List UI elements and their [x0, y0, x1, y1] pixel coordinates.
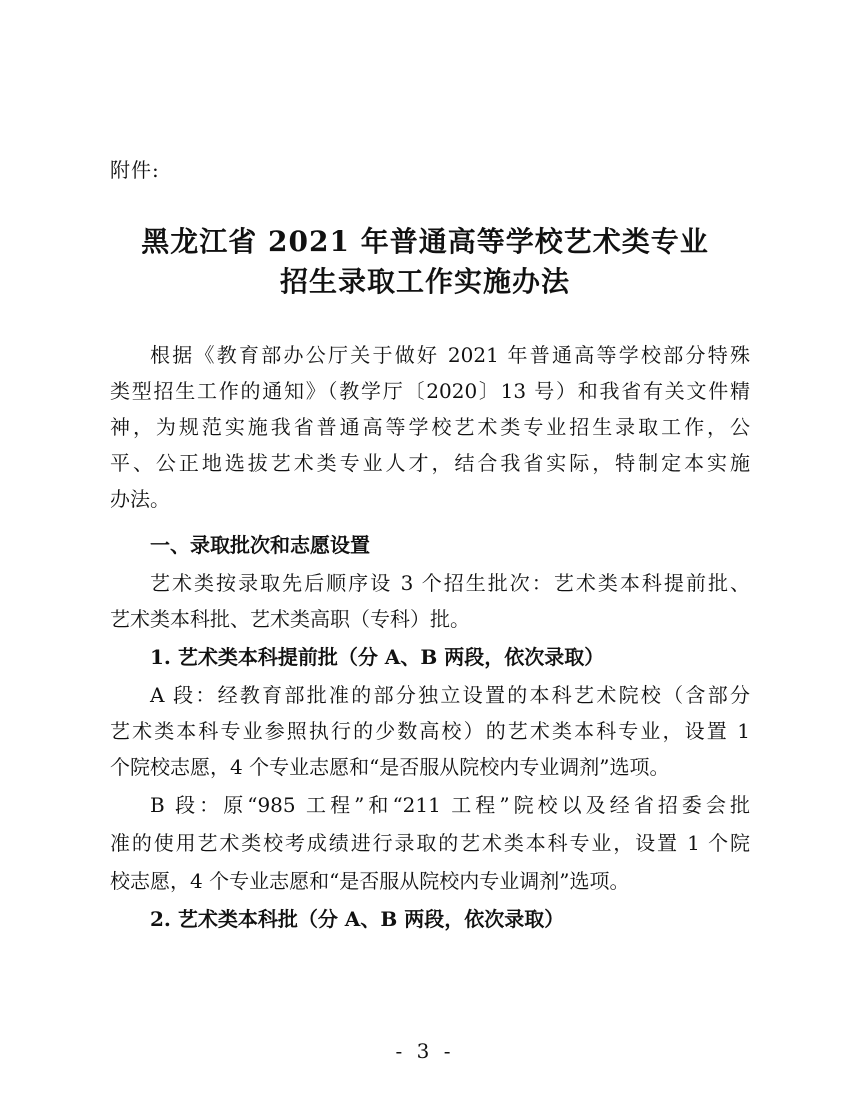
subheading-advance-batch: 1. 艺术类本科提前批（分 A、B 两段，依次录取）	[150, 645, 605, 669]
paragraph-line: 准的使用艺术类校考成绩进行录取的艺术类本科专业，设置 1 个院	[110, 831, 750, 855]
paragraph-line: 艺术类本科批、艺术类高职（专科）批。	[110, 607, 470, 631]
page-number: - 3 -	[395, 1039, 455, 1063]
paragraph-line: 个院校志愿，4 个专业志愿和“是否服从院校内专业调剂”选项。	[110, 755, 670, 779]
intro-line: 平、公正地选拔艺术类专业人才，结合我省实际，特制定本实施	[110, 451, 750, 475]
document-title-line-2: 招生录取工作实施办法	[279, 265, 570, 298]
document-title-line-1: 黑龙江省 2021 年普通高等学校艺术类专业	[141, 225, 709, 258]
paragraph-line: 艺术类本科专业参照执行的少数高校）的艺术类本科专业，设置 1	[110, 719, 750, 743]
attachment-label: 附件:	[110, 158, 160, 182]
section-heading-batches: 一、录取批次和志愿设置	[150, 533, 370, 557]
paragraph-line: 校志愿，4 个专业志愿和“是否服从院校内专业调剂”选项。	[110, 869, 630, 893]
paragraph-line: 艺术类按录取先后顺序设 3 个招生批次：艺术类本科提前批、	[150, 571, 750, 595]
intro-line: 神，为规范实施我省普通高等学校艺术类专业招生录取工作，公	[110, 415, 750, 439]
paragraph-line: B 段：原“985 工程”和“211 工程”院校以及经省招委会批	[150, 793, 750, 817]
intro-line: 办法。	[110, 487, 170, 511]
intro-line: 根据《教育部办公厅关于做好 2021 年普通高等学校部分特殊	[150, 343, 750, 367]
subheading-undergraduate-batch: 2. 艺术类本科批（分 A、B 两段，依次录取）	[150, 907, 565, 931]
intro-line: 类型招生工作的通知》（教学厅〔2020〕13 号）和我省有关文件精	[110, 379, 750, 403]
paragraph-line: A 段：经教育部批准的部分独立设置的本科艺术院校（含部分	[150, 683, 750, 707]
